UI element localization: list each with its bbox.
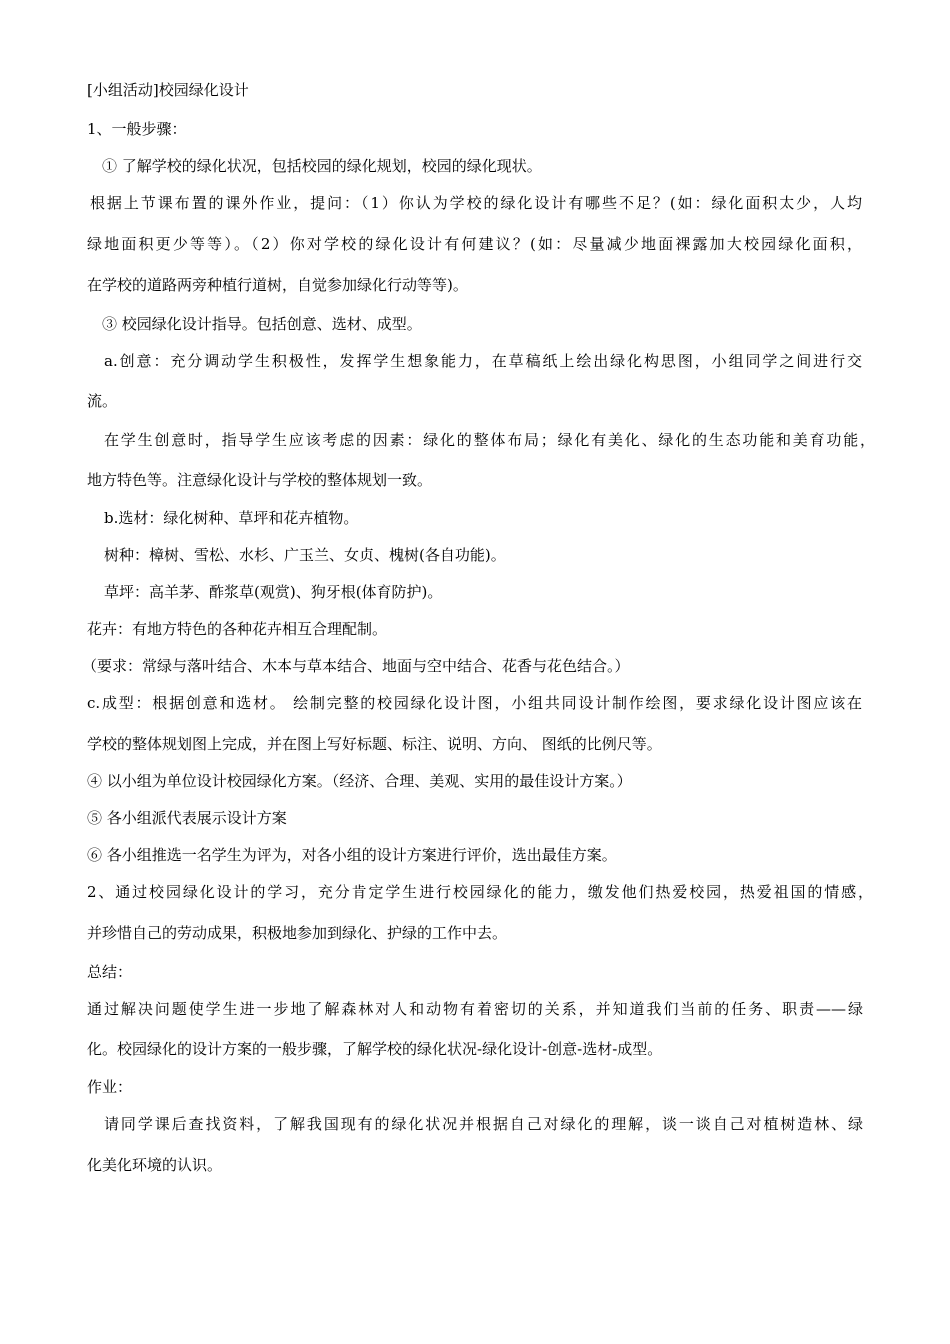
step-6-line: ⑥ 各小组推选一名学生为评为，对各小组的设计方案进行评价，选出最佳方案。 [87, 846, 617, 864]
flowers-line: 花卉：有地方特色的各种花卉相互合理配制。 [87, 620, 388, 638]
step-5-line: ⑤ 各小组派代表展示设计方案 [87, 809, 287, 827]
step-4-line: ④ 以小组为单位设计校园绿化方案。（经济、合理、美观、实用的最佳设计方案。） [87, 772, 632, 790]
forming-line: c.成型：根据创意和选材。 绘制完整的校园绿化设计图，小组共同设计制作绘图，要求绿化设计图应该在 [87, 694, 862, 712]
summary-heading: 总结： [87, 963, 133, 981]
requirements-line: （要求：常绿与落叶结合、木本与草本结合、地面与空中结合、花香与花色结合。） [82, 657, 630, 675]
step-3-line: ③ 校园绿化设计指导。包括创意、选材、成型。 [102, 315, 422, 333]
material-selection-line: b.选材：绿化树种、草坪和花卉植物。 [104, 509, 359, 527]
paragraph-line: 在学校的道路两旁种植行道树，自觉参加绿化行动等等)。 [87, 276, 468, 294]
paragraph-line: 学校的整体规划图上完成，并在图上写好标题、标注、说明、方向、 图纸的比例尺等。 [87, 735, 662, 753]
creativity-line: a.创意：充分调动学生积极性，发挥学生想象能力，在草稿纸上绘出绿化构思图，小组同学之间进行交 [104, 352, 862, 370]
paragraph-line: 在学生创意时，指导学生应该考虑的因素：绿化的整体布局；绿化有美化、绿化的生态功能和美育功能， [104, 431, 875, 449]
lawn-line: 草坪：高羊茅、酢浆草(观赏)、狗牙根(体育防护)。 [104, 583, 443, 601]
tree-species-line: 树种：樟树、雪松、水杉、广玉兰、女贞、槐树(各自功能)。 [104, 546, 506, 564]
step-heading-general: 1、一般步骤： [87, 120, 187, 138]
section-heading-group-activity: [小组活动]校园绿化设计 [87, 81, 249, 99]
paragraph-line: 根据上节课布置的课外作业，提问：（1）你认为学校的绿化设计有哪些不足？(如：绿化面积太少，人均 [90, 194, 862, 212]
paragraph-line: 并珍惜自己的劳动成果，积极地参加到绿化、护绿的工作中去。 [87, 924, 508, 942]
paragraph-line: 绿地面积更少等等）。（2）你对学校的绿化设计有何建议？(如：尽量减少地面裸露加大校园绿化面积， [87, 235, 862, 253]
homework-heading: 作业： [87, 1078, 133, 1096]
homework-line: 请同学课后查找资料，了解我国现有的绿化状况并根据自己对绿化的理解，谈一谈自己对植树造林、绿 [104, 1115, 863, 1133]
paragraph-line: 流。 [87, 392, 118, 410]
paragraph-line: 化。校园绿化的设计方案的一般步骤，了解学校的绿化状况-绿化设计-创意-选材-成型。 [87, 1040, 663, 1058]
paragraph-line: 地方特色等。注意绿化设计与学校的整体规划一致。 [87, 471, 433, 489]
paragraph-line: 化美化环境的认识。 [87, 1156, 223, 1174]
step-1-line: ① 了解学校的绿化状况，包括校园的绿化规划，校园的绿化现状。 [102, 157, 542, 175]
summary-line: 通过解决问题使学生进一步地了解森林对人和动物有着密切的关系，并知道我们当前的任务、职责——绿 [87, 1000, 863, 1018]
step-2-line: 2、通过校园绿化设计的学习，充分肯定学生进行校园绿化的能力，缴发他们热爱校园，热爱祖国的情感， [87, 883, 873, 901]
